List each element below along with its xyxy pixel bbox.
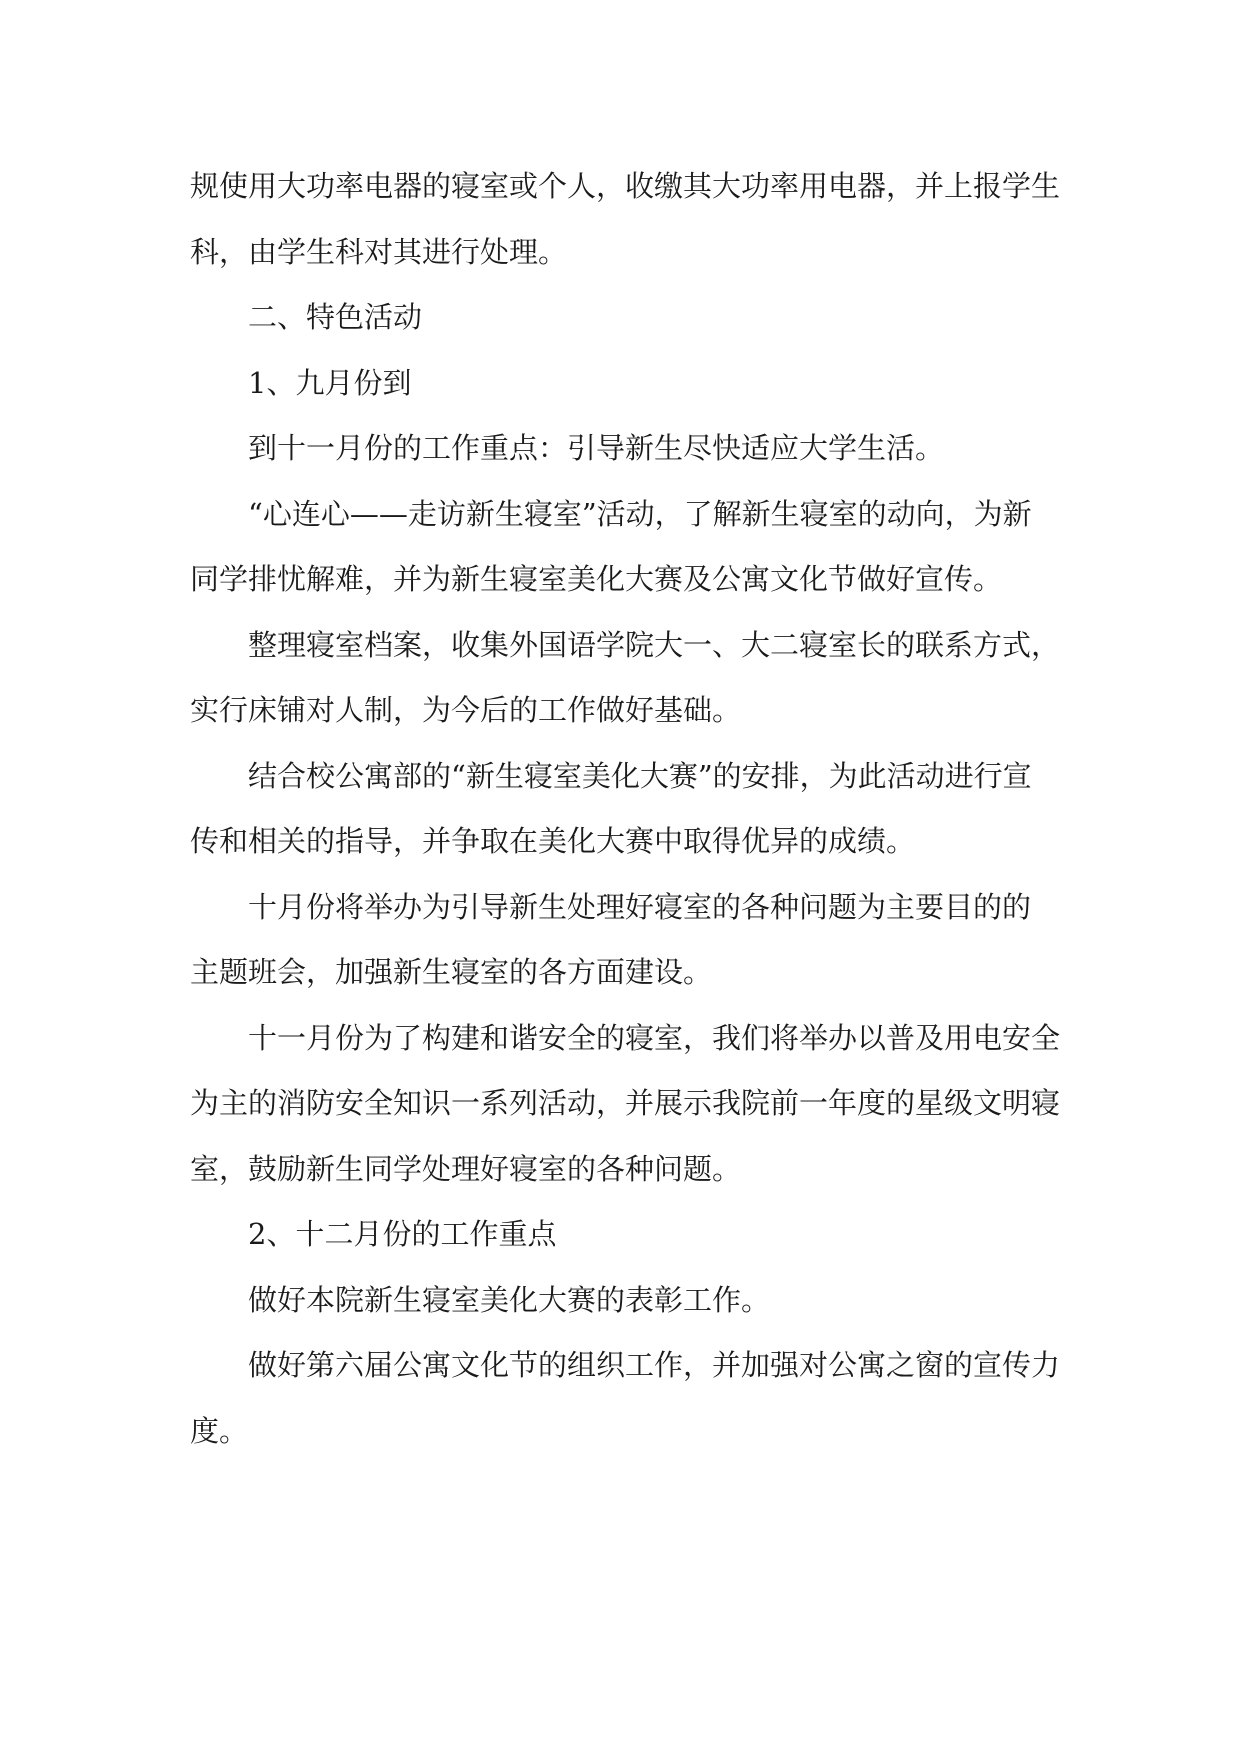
paragraph-culture-festival: 做好第六届公寓文化节的组织工作，并加强对公寓之窗的宣传力 度。 <box>190 1348 1061 1448</box>
subheading-september: 1、九月份到 <box>248 365 412 400</box>
paragraph-october-class-meeting: 十月份将举办为引导新生处理好寝室的各种问题为主要目的的 主题班会，加强新生寝室的各方面建设。 <box>190 889 1032 989</box>
paragraph-november-fire-safety: 十一月份为了构建和谐安全的寝室，我们将举办以普及用电安全 为主的消防安全知识一系列活动，并展示我院前一年度的星级文明寝 室，鼓励新生同学处理好寝室的各种问题。 <box>190 1020 1061 1186</box>
paragraph-november-focus: 到十一月份的工作重点：引导新生尽快适应大学生活。 <box>248 431 945 465</box>
section-heading-special-activities: 二、特色活动 <box>248 300 423 334</box>
document-body <box>190 154 1060 1464</box>
paragraph-dorm-visit-activity: “心连心——走访新生寝室”活动，了解新生寝室的动向，为新 同学排忧解难，并为新生寝室美化大赛及公寓文化节做好宣传。 <box>190 496 1032 596</box>
paragraph-continuation: 规使用大功率电器的寝室或个人，收缴其大功率用电器，并上报学生 科，由学生科对其进行处理。 <box>190 169 1061 269</box>
paragraph-dorm-records: 整理寝室档案，收集外国语学院大一、大二寝室长的联系方式， 实行床铺对人制，为今后的工作做好基础。 <box>190 627 1061 727</box>
paragraph-dorm-beautification: 结合校公寓部的“新生寝室美化大赛”的安排，为此活动进行宣 传和相关的指导，并争取在美化大赛中取得优异的成绩。 <box>190 758 1032 858</box>
subheading-december: 2、十二月份的工作重点 <box>248 1217 557 1251</box>
paragraph-award-ceremony: 做好本院新生寝室美化大赛的表彰工作。 <box>248 1282 771 1317</box>
